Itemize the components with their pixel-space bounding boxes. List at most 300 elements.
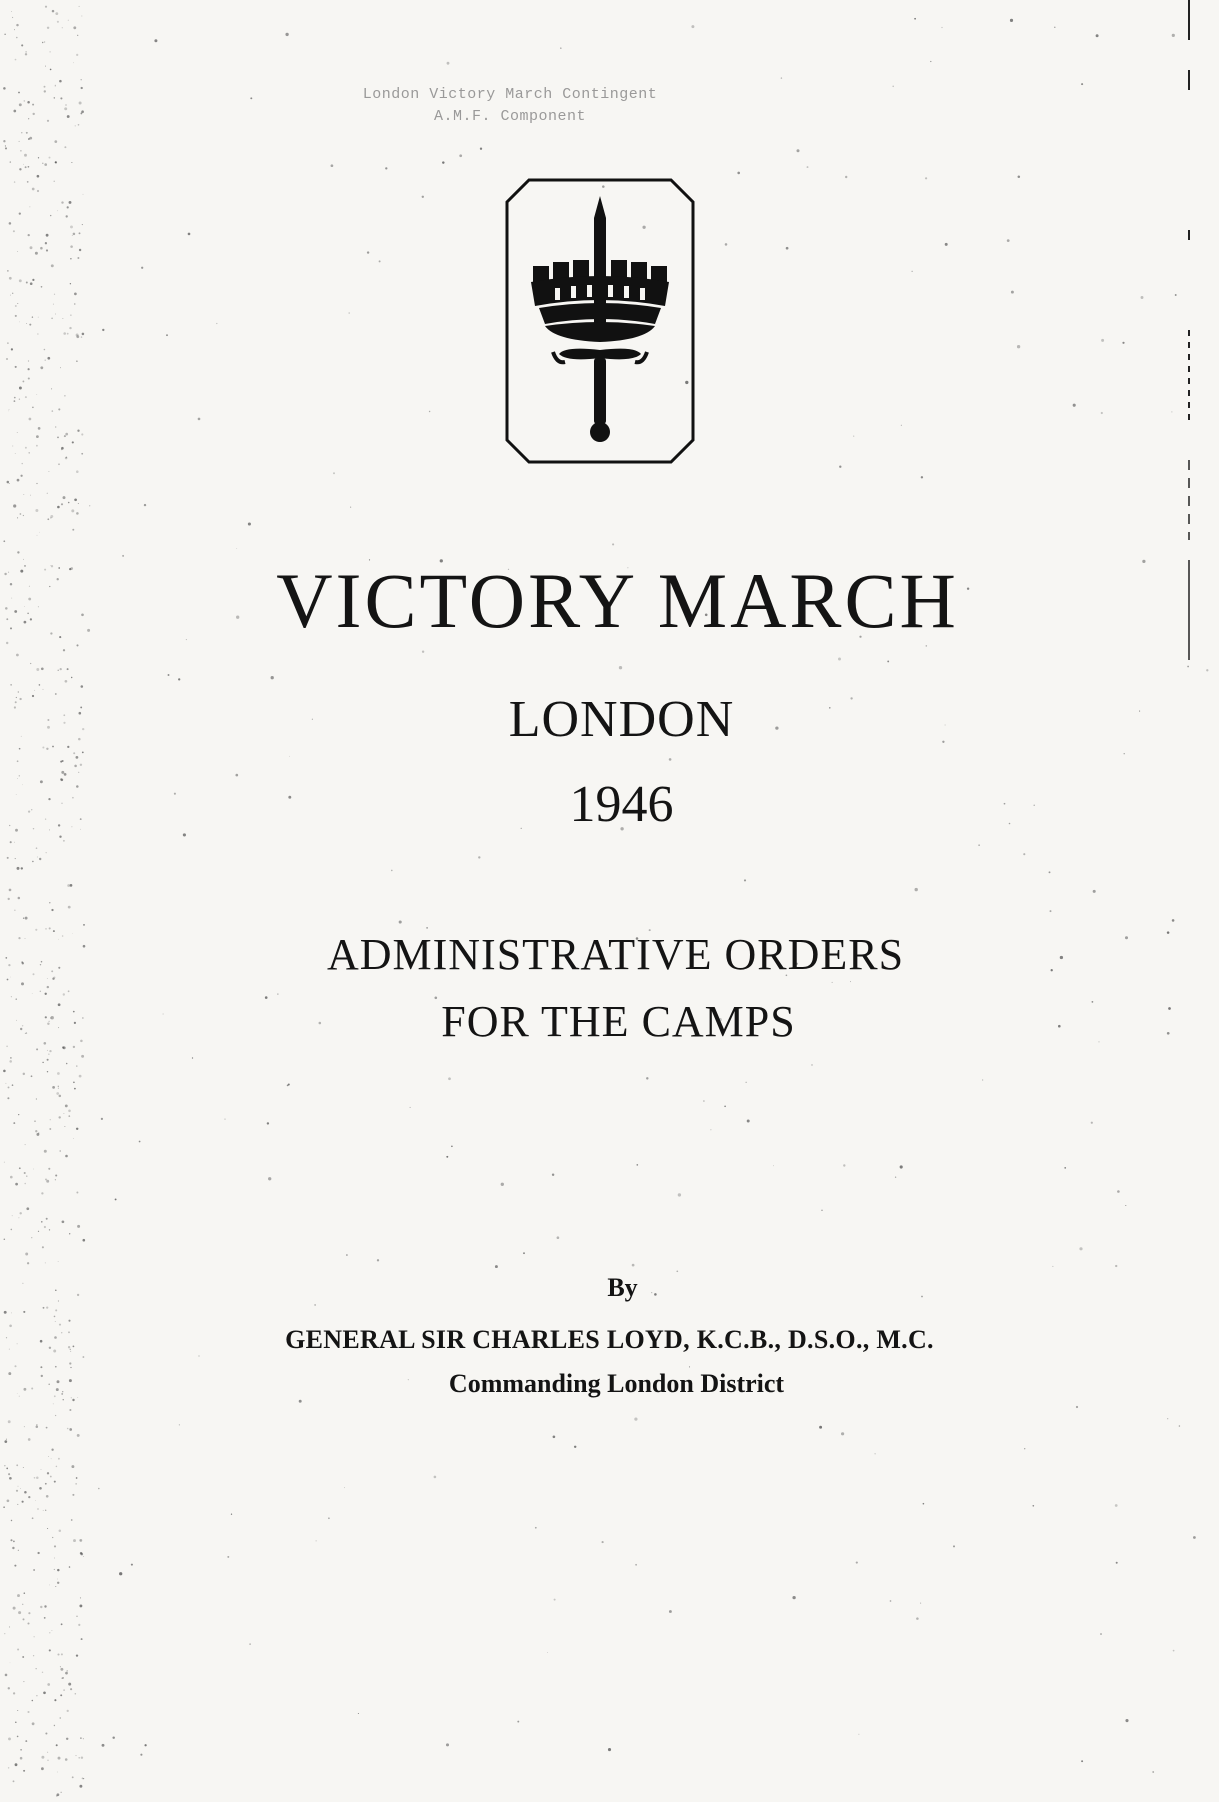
scan-speck [17, 517, 18, 518]
scan-speck [1193, 1536, 1196, 1539]
scan-speck [27, 1711, 29, 1713]
scan-speck [115, 1198, 117, 1200]
scan-speck [18, 1486, 19, 1487]
scan-speck [76, 1654, 78, 1656]
scan-speck [65, 1672, 68, 1675]
scan-speck [12, 1547, 14, 1549]
scan-speck [65, 433, 68, 436]
scan-speck [78, 1757, 80, 1759]
scan-speck [333, 472, 335, 474]
scan-speck [47, 27, 49, 29]
scan-speck [58, 1086, 59, 1087]
scan-speck [59, 80, 62, 83]
scan-speck [23, 1618, 25, 1620]
scan-speck [10, 841, 12, 843]
scan-speck [42, 1062, 43, 1063]
scan-speck [17, 551, 19, 553]
scan-speck [33, 1169, 34, 1170]
scan-speck [8, 1767, 9, 1768]
by-label: By [607, 1273, 638, 1302]
scan-speck [47, 1050, 48, 1051]
scan-speck [346, 1254, 348, 1256]
scan-speck [44, 1605, 46, 1607]
scan-speck [845, 176, 847, 178]
scan-speck [38, 157, 39, 158]
scan-speck [52, 10, 55, 13]
scan-speck [144, 1744, 146, 1746]
scan-speck [34, 1120, 36, 1122]
scan-speck [72, 441, 74, 443]
scan-speck [925, 177, 927, 179]
scan-speck [198, 418, 201, 421]
scan-speck [231, 1514, 232, 1515]
scan-speck [19, 1212, 21, 1214]
scan-speck [144, 504, 146, 506]
scan-speck [32, 279, 34, 281]
scan-speck [47, 1071, 48, 1072]
scan-speck [21, 44, 23, 46]
scan-speck [35, 1130, 37, 1132]
scan-speck [67, 206, 69, 208]
scan-speck [379, 260, 381, 262]
scan-speck [4, 34, 5, 35]
scan-speck [13, 230, 15, 232]
scan-speck [56, 1744, 58, 1746]
scan-speck [13, 1122, 15, 1124]
scan-speck [31, 1237, 32, 1238]
scan-speck [102, 329, 104, 331]
scan-speck [12, 293, 13, 294]
scan-speck [67, 1670, 68, 1671]
scan-speck [98, 1488, 100, 1490]
scan-speck [79, 6, 80, 7]
scan-speck [63, 840, 65, 842]
scan-speck [11, 11, 12, 12]
scan-speck [434, 1476, 437, 1479]
scan-speck [141, 267, 143, 269]
scan-speck [166, 334, 168, 336]
scan-speck [900, 1165, 903, 1168]
scan-speck [47, 1752, 48, 1753]
scan-speck [49, 51, 50, 52]
scan-speck [61, 1792, 62, 1793]
scan-speck [37, 1508, 38, 1509]
scan-speck [63, 332, 66, 335]
subtitle-line-1: ADMINISTRATIVE ORDERS [326, 930, 905, 979]
scan-speck [40, 1606, 42, 1608]
scan-speck [20, 1757, 23, 1760]
scan-speck [64, 146, 66, 148]
location-heading: LONDON [508, 691, 735, 748]
scan-speck [52, 1537, 53, 1538]
scan-speck [32, 113, 34, 115]
scan-speck [23, 1681, 24, 1682]
scan-speck [71, 1465, 74, 1468]
scan-speck [58, 1757, 61, 1760]
scan-speck [74, 1088, 76, 1090]
scan-speck [26, 282, 28, 284]
author-role: Commanding London District [448, 1369, 785, 1398]
scan-speck [78, 124, 80, 126]
scan-speck [39, 684, 41, 686]
scan-speck [59, 836, 61, 838]
scan-speck [27, 181, 29, 183]
scan-speck [747, 1120, 750, 1123]
scan-speck [901, 425, 902, 426]
scan-speck [68, 502, 70, 504]
scan-speck [16, 1464, 18, 1466]
scan-speck [446, 1743, 449, 1746]
scan-speck [37, 175, 40, 178]
scan-speck [632, 1264, 635, 1267]
scan-speck [68, 20, 69, 21]
scan-speck [39, 532, 40, 533]
scan-speck [81, 453, 83, 455]
scan-speck [70, 1688, 72, 1690]
scan-speck [16, 1490, 18, 1492]
scan-speck [57, 1072, 60, 1075]
scan-speck [619, 666, 622, 669]
scan-speck [6, 1468, 8, 1470]
scan-speck [54, 1557, 55, 1558]
scan-speck [9, 1626, 10, 1627]
scan-speck [17, 303, 18, 304]
scan-speck [30, 246, 33, 249]
scan-speck [11, 1312, 12, 1313]
scan-speck [39, 1487, 42, 1490]
scan-speck [15, 315, 17, 317]
scan-speck [377, 1259, 379, 1261]
scan-speck [76, 512, 79, 515]
scan-speck [30, 495, 31, 496]
scan-speck [945, 243, 948, 246]
scan-speck [807, 166, 809, 168]
scan-speck [227, 1556, 229, 1558]
scan-speck [16, 654, 19, 657]
scan-speck [77, 1434, 80, 1437]
scan-speck [19, 1167, 21, 1169]
scan-speck [46, 1495, 49, 1498]
scan-speck [43, 1510, 44, 1511]
scan-speck [45, 1510, 46, 1511]
scan-speck [24, 1183, 26, 1185]
scan-speck [35, 509, 38, 512]
scan-speck [79, 1075, 82, 1078]
scan-speck [13, 1607, 16, 1610]
scan-speck [60, 1694, 62, 1696]
scan-speck [80, 764, 82, 766]
scan-speck [80, 1737, 82, 1739]
scan-speck [15, 1722, 16, 1724]
scan-speck [28, 1612, 30, 1614]
scan-speck [67, 1428, 69, 1430]
page-title: VICTORY MARCH [276, 557, 959, 644]
scan-speck [66, 456, 68, 458]
scan-speck [81, 1055, 84, 1058]
scan-speck [737, 172, 740, 175]
scan-speck [74, 498, 77, 501]
scan-speck [46, 1180, 49, 1183]
scan-speck [819, 1426, 822, 1429]
scan-speck [350, 507, 351, 508]
scan-speck [602, 1541, 604, 1543]
scan-speck [18, 92, 20, 94]
scan-speck [55, 12, 58, 15]
scan-speck [28, 118, 29, 119]
scan-speck [9, 222, 12, 225]
scan-speck [73, 752, 75, 754]
scan-speck [669, 758, 672, 761]
scan-speck [1007, 239, 1010, 242]
scan-speck [44, 1617, 46, 1619]
scan-speck [248, 522, 251, 525]
scan-speck [27, 1262, 29, 1264]
scan-speck [82, 333, 85, 336]
scan-speck [36, 394, 37, 395]
scan-speck [82, 16, 83, 17]
scan-speck [5, 1674, 8, 1677]
scan-speck [646, 1077, 648, 1079]
scan-speck [77, 1225, 80, 1228]
scan-speck [574, 1446, 576, 1448]
scan-speck [608, 1748, 611, 1751]
scan-speck [887, 660, 889, 662]
scan-speck [16, 37, 18, 39]
scan-speck [74, 293, 77, 296]
scan-speck [55, 426, 56, 427]
scan-speck [72, 235, 73, 236]
scan-speck [20, 1488, 21, 1489]
scan-speck [1018, 176, 1021, 179]
scan-speck [14, 842, 15, 843]
scan-speck [83, 924, 85, 926]
scan-speck [82, 1239, 85, 1242]
scan-speck [75, 125, 76, 126]
scan-speck [523, 1252, 525, 1254]
scan-speck [81, 87, 83, 89]
scan-speck [54, 294, 55, 295]
scan-speck [58, 1116, 60, 1118]
scan-speck [57, 1569, 59, 1571]
scan-speck [19, 103, 22, 106]
scan-speck [42, 1672, 43, 1673]
scan-speck [22, 463, 23, 464]
scan-speck [70, 314, 71, 315]
scan-speck [792, 1596, 795, 1599]
scan-speck [1125, 1719, 1128, 1722]
scan-speck [57, 1772, 58, 1773]
scan-speck [45, 360, 46, 361]
scan-speck [391, 870, 393, 872]
scan-speck [29, 418, 32, 421]
scan-speck [30, 282, 33, 285]
scan-speck [57, 437, 59, 439]
scan-speck [517, 1721, 519, 1723]
scan-speck [1049, 871, 1051, 873]
scan-speck [838, 658, 841, 661]
scan-speck [9, 483, 10, 484]
scan-speck [289, 756, 290, 757]
scan-speck [1081, 83, 1083, 85]
scan-speck [19, 387, 22, 390]
scan-speck [57, 1653, 59, 1655]
scan-speck [42, 163, 43, 164]
scan-speck [13, 1541, 15, 1543]
scan-speck [385, 167, 387, 169]
scan-speck [66, 1738, 68, 1740]
scan-speck [15, 858, 16, 859]
scan-speck [44, 86, 46, 88]
scan-speck [678, 1193, 681, 1196]
scan-speck [71, 677, 72, 678]
scan-speck [62, 1677, 64, 1679]
scan-speck [267, 1122, 269, 1124]
scan-speck [51, 1630, 52, 1631]
scan-speck [51, 1449, 53, 1451]
scan-speck [57, 210, 58, 211]
scan-speck [4, 1465, 5, 1466]
scan-speck [8, 1687, 10, 1689]
scan-speck [29, 324, 31, 326]
scan-speck [5, 147, 7, 149]
scan-speck [32, 316, 33, 317]
scan-speck [51, 388, 52, 389]
scan-speck [17, 1594, 20, 1597]
scan-speck [54, 1699, 56, 1701]
scan-speck [58, 463, 60, 465]
scan-speck [72, 529, 74, 531]
scan-speck [15, 305, 17, 307]
scan-speck [14, 910, 15, 911]
scan-speck [874, 1453, 875, 1454]
scan-speck [80, 79, 81, 80]
scan-speck [915, 888, 918, 891]
scan-speck [79, 1539, 82, 1542]
scan-speck [64, 107, 67, 110]
scan-speck [25, 917, 28, 920]
scan-speck [1206, 669, 1208, 671]
scan-speck [44, 349, 46, 351]
scan-speck [501, 1183, 504, 1186]
scan-speck [25, 1253, 28, 1256]
scan-speck [3, 1070, 6, 1073]
scan-speck [63, 496, 66, 499]
scan-speck [23, 164, 24, 165]
scan-speck [410, 1107, 411, 1108]
scan-speck [1172, 919, 1175, 922]
scan-speck [60, 367, 61, 368]
scan-speck [32, 1517, 34, 1519]
scan-speck [37, 857, 38, 858]
scan-speck [22, 1656, 24, 1658]
scan-speck [16, 24, 18, 26]
scan-speck [8, 898, 10, 900]
scan-speck [68, 1110, 71, 1113]
scan-speck [10, 1662, 11, 1663]
scan-speck [51, 1458, 52, 1459]
scan-speck [1122, 342, 1124, 344]
scan-speck [47, 1472, 49, 1474]
scan-speck [13, 504, 16, 507]
scan-speck [982, 1079, 983, 1080]
scan-speck [14, 29, 15, 30]
scan-speck [1050, 910, 1052, 912]
scan-speck [28, 377, 30, 379]
scan-speck [79, 1604, 82, 1607]
scan-speck [19, 212, 21, 214]
scan-speck [725, 243, 728, 246]
scan-speck [80, 112, 82, 114]
scan-speck [81, 336, 82, 337]
scan-speck [68, 1683, 71, 1686]
scan-speck [744, 879, 746, 881]
scan-speck [188, 233, 191, 236]
scan-speck [28, 1438, 31, 1441]
scan-speck [70, 225, 73, 228]
scan-speck [47, 120, 49, 122]
scan-speck [46, 1306, 48, 1308]
scan-speck [47, 493, 48, 494]
scan-speck [19, 168, 21, 170]
scan-speck [930, 61, 931, 62]
scan-speck [49, 157, 51, 159]
scan-speck [24, 1426, 25, 1427]
scan-speck [60, 1150, 61, 1151]
scan-speck [41, 1767, 44, 1770]
scan-speck [102, 1744, 105, 1747]
scan-speck [64, 395, 66, 397]
scan-speck [14, 1565, 16, 1567]
scan-speck [7, 1499, 10, 1502]
scan-speck [1101, 412, 1103, 414]
scan-speck [17, 1710, 18, 1711]
scan-speck [75, 1693, 77, 1695]
scan-speck [18, 1550, 19, 1551]
scan-speck [8, 1737, 11, 1740]
scan-speck [892, 86, 894, 88]
scan-speck [21, 132, 22, 133]
scan-speck [32, 993, 33, 994]
scan-speck [912, 271, 913, 272]
scan-speck [40, 366, 43, 369]
scan-speck [79, 102, 82, 105]
scan-speck [41, 1192, 43, 1194]
scan-speck [18, 1611, 21, 1614]
scan-speck [399, 920, 402, 923]
scan-speck [56, 1092, 59, 1095]
scan-speck [1017, 345, 1020, 348]
scan-speck [12, 1084, 14, 1086]
scan-speck [3, 140, 5, 142]
scan-speck [19, 399, 20, 400]
scan-speck [535, 1527, 537, 1529]
scan-speck [1096, 34, 1099, 37]
scan-speck [821, 1210, 822, 1211]
scan-speck [7, 857, 9, 859]
scan-speck [73, 26, 76, 29]
scan-speck [18, 897, 21, 900]
scan-speck [178, 678, 180, 680]
scan-speck [1032, 1505, 1034, 1507]
scan-speck [45, 1178, 47, 1180]
scan-speck [65, 680, 68, 683]
scan-speck [1073, 404, 1076, 407]
scan-speck [36, 445, 38, 447]
scan-speck [236, 548, 237, 549]
scan-speck [635, 1564, 637, 1566]
scan-speck [495, 1265, 498, 1268]
scan-speck [560, 47, 562, 49]
